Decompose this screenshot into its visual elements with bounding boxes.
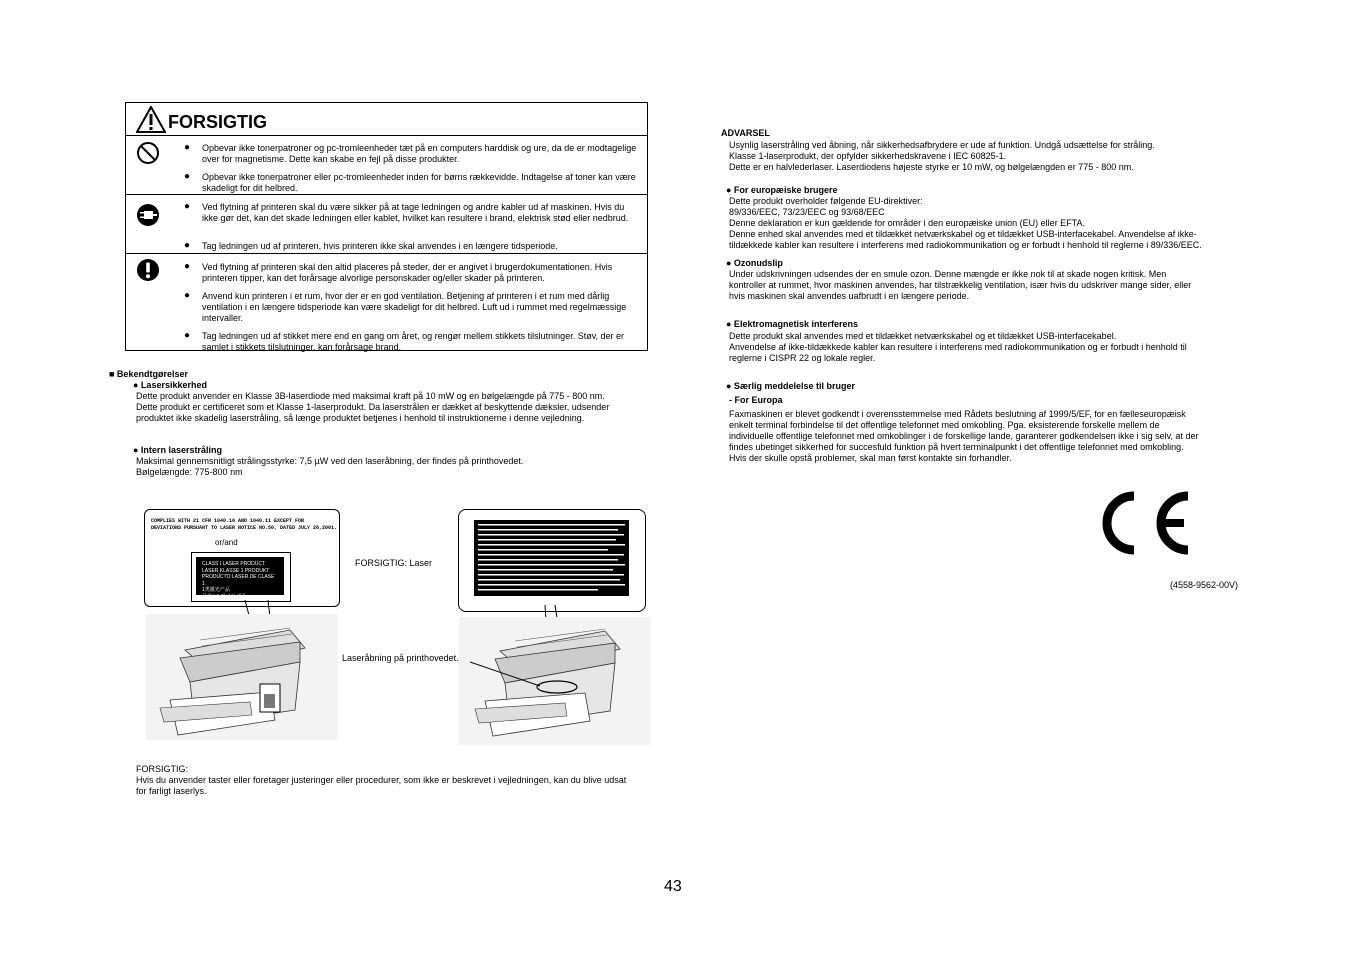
- warning-title: ADVARSEL: [721, 128, 770, 138]
- printer-illustration-left: [140, 600, 350, 750]
- europe-text: Faxmaskinen er blevet godkendt i overensstemmelse med Rådets beslutning af 1999/5/EF, for en fælleseuropæisk enkelt terminal forbindelse til det offentlige telefonnet med omkobling. Pga. eksisterende forskelle mellem de individuelle offentlige telefonnet med omkoblinger i de forskellige lande, garanterer godkendelsen ikke i sig selv, at der findes ubetinget sikkerhed for succesfuld funktion på hvert terminalpunkt i det offentlige telefonnet med omkobling. Hvis der skulle opstå problemer, skal man først kontakte sin forhandler.: [729, 409, 1199, 463]
- caution-item: ● Anvend kun printeren i et rum, hvor der er en god ventilation. Betjening af printeren i et rum med dårlig ventilation i en længere tidsperiode kan være skadeligt for dit helbred. Luft ud i rummet med regelmæssige intervaller.: [184, 290, 627, 323]
- eu-users-title: ● For europæiske brugere: [726, 185, 838, 195]
- special-notice-title: ● Særlig meddelelse til bruger: [726, 381, 855, 391]
- caution-item: ● Tag ledningen ud af printeren, hvis printeren ikke skal anvendes i en længere tidsperiode.: [184, 240, 558, 251]
- emi-text: Dette produkt skal anvendes med et tildækket netværkskabel og et tildækket USB-interfacekabel. Anvendelse af ikke-tildækkede kabler kan resultere i interferens med radiokommunikation og er forbudt i henhold til reglerne i CISPR 22 og lokale regler.: [729, 331, 1187, 363]
- eu-users-text: Dette produkt overholder følgende EU-direktiver: 89/336/EEC, 73/23/EEC og 93/68/EEC Denne deklaration er kun gældende for områder i den europæiske union (EU) eller EFTA. Denne enhed skal anvendes med et tildækket netværkskabel og et tildækket USB-interfacekabel. Anvendelse af ikke- tildækkede kabler kan resultere i interferens med radiokommunikation og er forbudt i henhold til reglerne i 89/336/EEC.: [729, 196, 1202, 250]
- aperture-label: Laseråbning på printhovedet.: [342, 653, 459, 663]
- internal-radiation-title: ● Intern laserstråling: [133, 445, 222, 455]
- laser-safety-title: ● Lasersikkerhed: [133, 380, 207, 390]
- caution-header: [126, 103, 647, 136]
- ozone-title: ● Ozonudslip: [726, 258, 783, 268]
- notices-heading: ■ Bekendtgørelser: [109, 369, 188, 379]
- aperture-leader-line: [470, 660, 550, 700]
- bottom-caution: FORSIGTIG: Hvis du anvender taster eller foretager justeringer eller procedurer, som ikke er beskrevet i vejledningen, kan du blive udsat for farligt laserlys.: [136, 764, 627, 796]
- or-and-text: or/and: [215, 538, 238, 547]
- unplug-icon: [136, 203, 160, 227]
- caution-item: ● Opbevar ikke tonerpatroner eller pc-tromleenheder inden for børns rækkevidde. Indtagelse af toner kan være skadeligt for dit helbred.: [184, 171, 636, 193]
- part-number: (4558-9562-00V): [1170, 580, 1239, 590]
- warning-triangle-icon: [136, 106, 166, 133]
- prohibited-icon: [136, 141, 160, 165]
- caution-item: ● Ved flytning af printeren skal den altid placeres på steder, der er angivet i brugerdokumentationen. Hvis printeren tipper, kan det forårsage alvorlige personskader og/eller skader på printeren.: [184, 261, 613, 283]
- ozone-text: Under udskrivningen udsendes der en smule ozon. Denne mængde er ikke nok til at skade nogen kritisk. Men kontroller at rummet, hvor maskinen anvendes, har tilstrækkelig ventilation, især hvis du udskriver mange sider, eller hvis maskinen skal anvendes uafbrudt i en længere periode.: [729, 269, 1192, 301]
- caution-box: [125, 102, 648, 351]
- multilingual-label-text: [474, 520, 629, 596]
- warning-text: Usynlig laserstråling ved åbning, når sikkerhedsafbrydere er ude af funktion. Undgå udsættelse for stråling. Klasse 1-laserprodukt, der opfylder sikkerhedskravene i IEC 60825-1. Dette er en halvlederlaser. Laserdiodens højeste styrke er 10 mW, og bølgelængden er 775 - 800 nm.: [729, 140, 1155, 172]
- internal-radiation-text: Maksimal gennemsnitligt strålingsstyrke: 7,5 µW ved den laseråbning, der findes på printhovedet. Bølgelængde: 775-800 nm: [136, 456, 524, 477]
- class-label-frame: [191, 552, 291, 602]
- laser-compliance-label: COMPLIES WITH 21 CFR 1040.10 AND 1040.11 EXCEPT FOR DEVIATIONS PURSUANT TO LASER NOTICE NO.50, DATED JULY 26,2001. or/and CLASS I LASER PRODUCT LASER KLASSE 1 PRODUKT PRODUCTO LASER DE CLASE 1 1类激光产品 클래스1 레이저 제품: [144, 509, 340, 607]
- emi-title: ● Elektromagnetisk interferens: [726, 319, 858, 329]
- caution-section-storage: [126, 136, 647, 195]
- ce-mark-icon: [1096, 488, 1196, 558]
- ce-mark: [1096, 488, 1196, 558]
- page-number: 43: [664, 878, 682, 895]
- caution-section-general: [126, 254, 647, 350]
- laser-safety-text: Dette produkt anvender en Klasse 3B-laserdiode med maksimal kraft på 10 mW og en bølgelængde på 775 - 800 nm. Dette produkt er certificeret som et Klasse 1-laserprodukt. Da laserstrålen er dækket af beskyttende dæksler, udsender produktet ikke skadelig laserstråling, så længe produktet betjenes i henhold til instruktionerne i denne vejledning.: [136, 391, 610, 423]
- caution-item: ● Tag ledningen ud af stikket mere end en gang om året, og rengør mellem stikkets tilslutninger. Støv, der er samlet i stikkets tilslutninger, kan forårsage brand.: [184, 330, 625, 352]
- europe-title: - For Europa: [729, 395, 783, 405]
- multilingual-caution-label: [458, 509, 646, 612]
- class-label: CLASS I LASER PRODUCT LASER KLASSE 1 PRODUKT PRODUCTO LASER DE CLASE 1 1类激光产品 클래스1 레이저 제품: [196, 557, 284, 595]
- caution-title: FORSIGTIG: [168, 112, 267, 132]
- caution-item: ● Opbevar ikke tonerpatroner og pc-tromleenheder tæt på en computers harddisk og ure, da de er modtagelige over for magnetisme. Dette kan skabe en fejl på disse produkter.: [184, 142, 637, 164]
- caution-laser-label: FORSIGTIG: Laser: [355, 558, 433, 568]
- caution-item: ● Ved flytning af printeren skal du være sikker på at tage ledningen og andre kabler ud af maskinen. Hvis du ikke gør det, kan det skade ledningen eller kablet, hvilket kan resultere i brand, elektrisk stød eller nedbrud.: [184, 201, 629, 223]
- caution-section-unplug: [126, 195, 647, 254]
- exclamation-icon: [136, 258, 160, 282]
